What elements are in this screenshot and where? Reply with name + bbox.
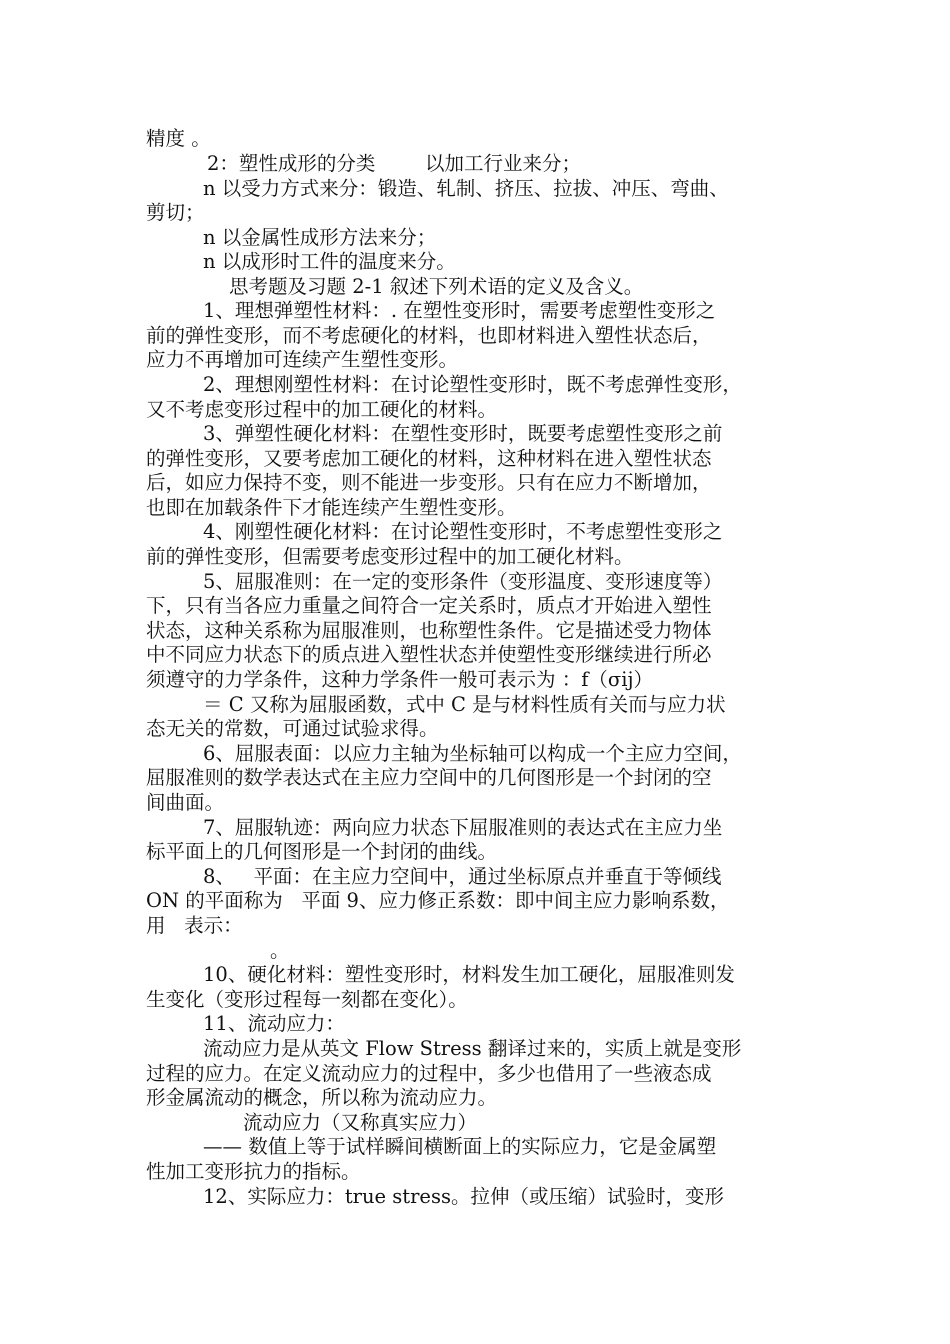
paragraph-line: 下，只有当各应力重量之间符合一定关系时，质点才开始进入塑性 xyxy=(146,594,712,617)
paragraph-line: 也即在加载条件下才能连续产生塑性变形。 xyxy=(146,496,517,519)
text-line: 精度 。 xyxy=(146,127,211,150)
paragraph-line: 态无关的常数，可通过试验求得。 xyxy=(146,717,439,740)
paragraph-line: 8、 平面：在主应力空间中，通过坐标原点并垂直于等倾线 xyxy=(203,865,722,888)
text-line: 剪切； xyxy=(146,201,205,224)
paragraph-line: 4、刚塑性硬化材料：在讨论塑性变形时，不考虑塑性变形之 xyxy=(203,520,723,543)
paragraph-line: 前的弹性变形，而不考虑硬化的材料，也即材料进入塑性状态后， xyxy=(146,324,712,347)
exercise-heading: 思考题及习题 2-1 叙述下列术语的定义及含义。 xyxy=(229,275,644,298)
paragraph-line: 状态，这种关系称为屈服准则，也称塑性条件。它是描述受力物体 xyxy=(146,619,712,642)
paragraph-line: 12、实际应力：true stress。拉伸（或压缩）试验时，变形 xyxy=(203,1185,724,1208)
paragraph-line: 间曲面。 xyxy=(146,791,225,814)
paragraph-line: 流动应力（又称真实应力） xyxy=(243,1111,478,1134)
paragraph-line: 2、理想刚塑性材料：在讨论塑性变形时，既不考虑弹性变形， xyxy=(203,373,742,396)
list-item: n 以金属性成形方法来分； xyxy=(203,226,437,249)
paragraph-line: 10、硬化材料：塑性变形时，材料发生加工硬化，屈服准则发 xyxy=(203,963,735,986)
paragraph-line: 中不同应力状态下的质点进入塑性状态并使塑性变形继续进行所必 xyxy=(146,643,712,666)
paragraph-line: 形金属流动的概念，所以称为流动应力。 xyxy=(146,1086,498,1109)
paragraph-line: 。 xyxy=(270,939,290,962)
paragraph-line: ＝ C 又称为屈服函数，式中 C 是与材料性质有关而与应力状 xyxy=(203,693,726,716)
paragraph-line: —— 数值上等于试样瞬间横断面上的实际应力，它是金属塑 xyxy=(203,1135,717,1158)
paragraph-line: 屈服准则的数学表达式在主应力空间中的几何图形是一个封闭的空 xyxy=(146,766,712,789)
paragraph-line: 的弹性变形，又要考虑加工硬化的材料，这种材料在进入塑性状态 xyxy=(146,447,712,470)
paragraph-line: 1、理想弹塑性材料：. 在塑性变形时，需要考虑塑性变形之 xyxy=(203,299,716,322)
paragraph-line: 须遵守的力学条件，这种力学条件一般可表示为 ：f（σij） xyxy=(146,668,654,691)
paragraph-line: 性加工变形抗力的指标。 xyxy=(146,1160,361,1183)
section-heading: 2：塑性成形的分类 以加工行业来分； xyxy=(207,152,581,175)
paragraph-line: 生变化（变形过程每一刻都在变化）。 xyxy=(146,988,468,1011)
list-item: n 以成形时工件的温度来分。 xyxy=(203,250,456,273)
paragraph-line: 后，如应力保持不变，则不能进一步变形。只有在应力不断增加， xyxy=(146,471,712,494)
paragraph-line: 又不考虑变形过程中的加工硬化的材料。 xyxy=(146,398,498,421)
paragraph-line: 5、屈服准则：在一定的变形条件（变形温度、变形速度等） xyxy=(203,570,723,593)
paragraph-line: 7、屈服轨迹：两向应力状态下屈服准则的表达式在主应力坐 xyxy=(203,816,723,839)
paragraph-line: 6、屈服表面：以应力主轴为坐标轴可以构成一个主应力空间， xyxy=(203,742,742,765)
paragraph-line: 标平面上的几何图形是一个封闭的曲线。 xyxy=(146,840,498,863)
paragraph-line: 过程的应力。在定义流动应力的过程中，多少也借用了一些液态成 xyxy=(146,1062,712,1085)
paragraph-line: 前的弹性变形，但需要考虑变形过程中的加工硬化材料。 xyxy=(146,545,634,568)
paragraph-line: 用 表示： xyxy=(146,914,243,937)
paragraph-line: 3、弹塑性硬化材料：在塑性变形时，既要考虑塑性变形之前 xyxy=(203,422,723,445)
paragraph-line: 应力不再增加可连续产生塑性变形。 xyxy=(146,348,459,371)
paragraph-line: ON 的平面称为 平面 9、应力修正系数：即中间主应力影响系数， xyxy=(146,889,730,912)
paragraph-line: 流动应力是从英文 Flow Stress 翻译过来的，实质上就是变形 xyxy=(203,1037,742,1060)
list-item: n 以受力方式来分：锻造、轧制、挤压、拉拔、冲压、弯曲、 xyxy=(203,177,729,200)
paragraph-line: 11、流动应力： xyxy=(203,1012,345,1035)
